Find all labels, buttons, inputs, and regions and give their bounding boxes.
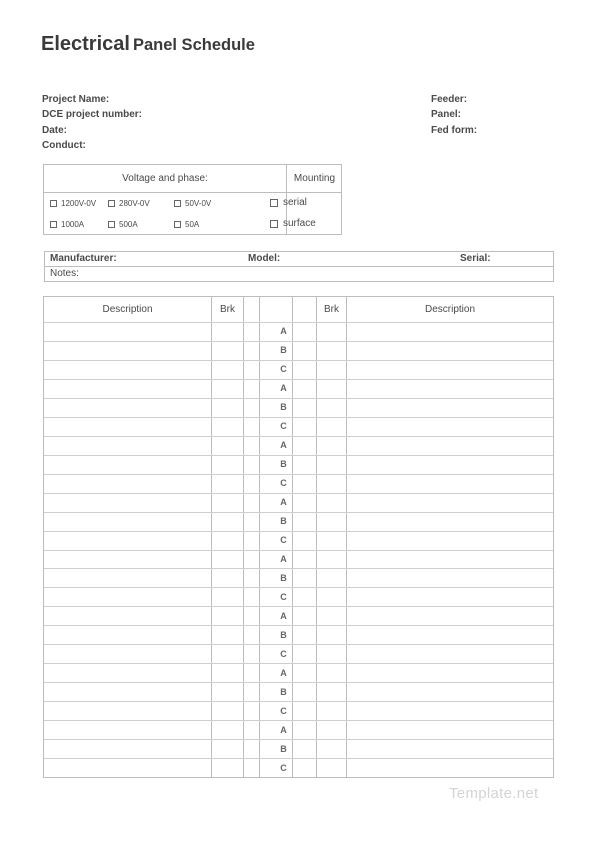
table-row-line [44,455,553,456]
project-info-fields [42,92,142,153]
phase-label: A [280,497,287,508]
phase-label: A [280,326,287,337]
phase-label: B [280,686,287,697]
column-divider [316,297,317,777]
voltage-option-1200v[interactable]: 1200V-0V [50,199,96,208]
notes-label: Notes: [50,268,79,279]
phase-label: C [280,478,287,489]
table-row-line [44,398,553,399]
voltage-mounting-box [43,164,342,235]
feeder-info-fields [431,92,477,138]
voltage-option-50v[interactable]: 50V-0V [174,199,211,208]
checkbox-icon [108,200,115,207]
table-row-line [44,531,553,532]
amp-option-50a[interactable]: 50A [174,220,199,229]
checkbox-icon [174,221,181,228]
checkbox-icon [50,221,57,228]
panel-label: Panel: [431,109,462,121]
header-brk-right: Brk [324,304,339,315]
phase-label: B [280,629,287,640]
table-row-line [44,493,553,494]
title-part1: Electrical [41,33,130,55]
table-row-line [44,682,553,683]
checkbox-icon [108,221,115,228]
phase-label: A [280,553,287,564]
table-row-line [44,474,553,475]
table-row-line [44,663,553,664]
amp-option-1000a[interactable]: 1000A [50,220,84,229]
title-part2: Panel Schedule [132,36,255,54]
table-row-line [44,512,553,513]
phase-label: B [280,345,287,356]
table-row-line [44,644,553,645]
checkbox-icon [174,200,181,207]
table-row-line [44,322,553,323]
watermark-text: Template.net [449,785,539,802]
mounting-heading: Mounting [293,173,336,184]
phase-label: C [280,762,287,773]
header-description-left: Description [102,304,153,315]
phase-label: A [280,724,287,735]
phase-label: C [280,591,287,602]
conduct-label: Conduct: [42,139,86,151]
column-divider [243,297,244,777]
table-row-line [44,587,553,588]
equipment-divider [45,266,553,267]
fed-form-label: Fed form: [431,124,478,136]
phase-label: A [280,440,287,451]
header-description-right: Description [424,304,476,315]
page-title [41,33,255,56]
voltage-option-280v[interactable]: 280V-0V [108,199,150,208]
table-row-line [44,720,553,721]
phase-label: C [280,364,287,375]
table-row-line [44,568,553,569]
mounting-option-serial[interactable]: serial [270,197,307,208]
header-brk-left: Brk [220,304,235,315]
table-row-line [44,550,553,551]
column-divider [292,297,293,777]
phase-label: B [280,402,287,413]
model-label: Model: [248,253,281,264]
phase-label: C [280,648,287,659]
phase-label: B [280,572,287,583]
serial-label: Serial: [460,253,491,264]
phase-label: A [280,667,287,678]
panel-schedule-table [43,296,554,778]
checkbox-icon [270,199,278,207]
phase-label: B [280,743,287,754]
table-row-line [44,758,553,759]
dce-project-number-label: DCE project number: [42,109,143,121]
table-row-line [44,417,553,418]
checkbox-icon [270,220,278,228]
table-row-line [44,360,553,361]
phase-label: C [280,535,287,546]
table-row-line [44,606,553,607]
table-row-line [44,701,553,702]
table-row-line [44,625,553,626]
phase-label: C [280,705,287,716]
vm-divider-horizontal [44,192,341,193]
table-row-line [44,379,553,380]
table-row-line [44,739,553,740]
column-divider [211,297,212,777]
column-divider [259,297,260,777]
phase-label: A [280,383,287,394]
amp-option-500a[interactable]: 500A [108,220,138,229]
column-divider [346,297,347,777]
date-label: Date: [42,124,68,136]
phase-label: B [280,516,287,527]
table-row-line [44,436,553,437]
project-name-label: Project Name: [42,94,110,105]
phase-label: B [280,459,287,470]
manufacturer-label: Manufacturer: [50,253,117,264]
checkbox-icon [50,200,57,207]
phase-label: A [280,610,287,621]
mounting-option-surface[interactable]: surface [270,218,316,229]
voltage-heading: Voltage and phase: [122,173,208,184]
feeder-label: Feeder: [431,94,468,105]
equipment-box [44,251,554,282]
table-row-line [44,341,553,342]
phase-label: C [280,421,287,432]
